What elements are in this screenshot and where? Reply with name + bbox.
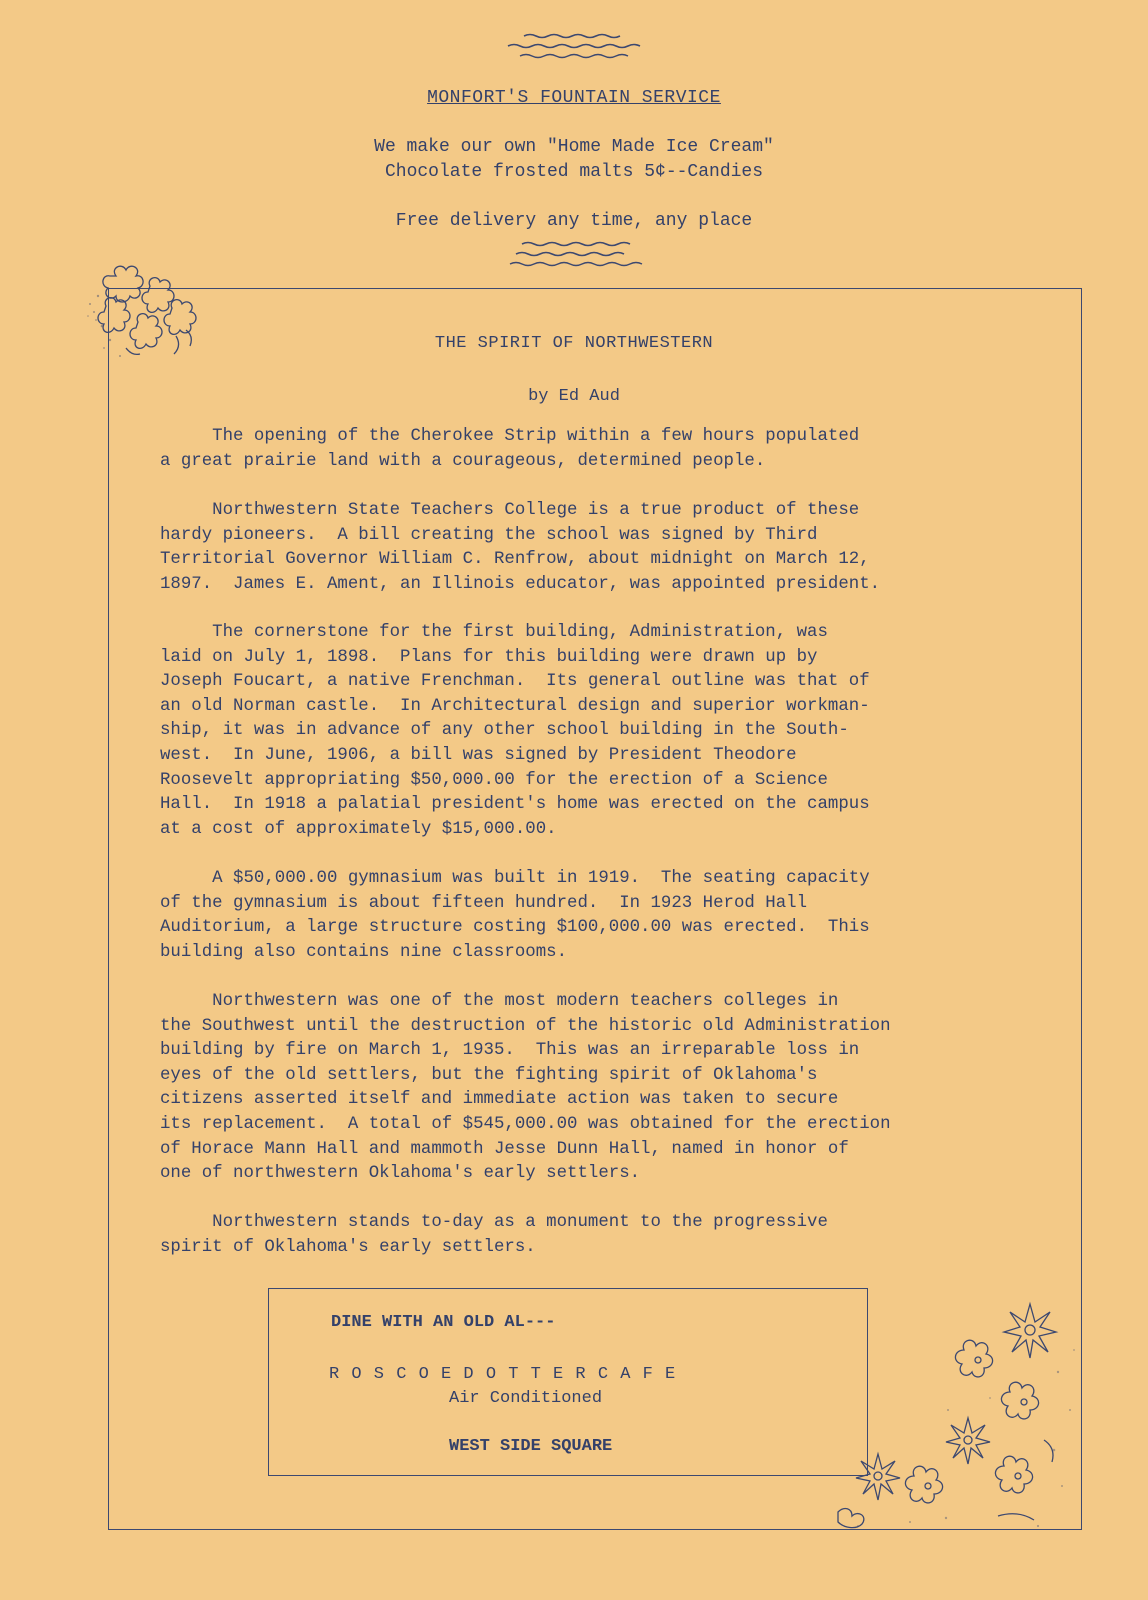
paragraph-line: of Horace Mann Hall and mammoth Jesse Dunn Hall, named in honor of [160,1139,849,1159]
cafe-ad-air-conditioned: Air Conditioned [449,1389,603,1408]
article-title: THE SPIRIT OF NORTHWESTERN [434,334,714,353]
flower-ornament-bottom-right [818,1290,1088,1545]
paragraph-line: The cornerstone for the first building, Administration, was [160,623,828,642]
paragraph-line: spirit of Oklahoma's early settlers. [160,1237,536,1257]
paragraph-line: hardy pioneers. A bill creating the school was signed by Third [160,525,818,545]
paragraph-line: west. In June, 1906, a bill was signed by President Theodore [160,745,797,765]
paragraph-line: The opening of the Cherokee Strip within a few hours populated [160,427,860,446]
ad-line-ice-cream: We make our own "Home Made Ice Cream" [374,137,774,157]
squiggle-ornament-top [0,32,1148,66]
paragraph-line: Northwestern stands to-day as a monument to the progressive [160,1213,828,1232]
paragraph-line: Hall. In 1918 a palatial president's home was erected on the campus [160,795,870,815]
paragraph-line: 1897. James E. Ament, an Illinois educator, was appointed president. [160,574,881,594]
paragraph-line: Northwestern was one of the most modern teachers colleges in [160,992,839,1011]
flower-ornament-top-left [76,256,216,371]
paragraph-line: building by fire on March 1, 1935. This was an irreparable loss in [160,1041,860,1061]
paragraph-line: A $50,000.00 gymnasium was built in 1919. The seating capacity [160,869,870,888]
ad-line-delivery: Free delivery any time, any place [395,211,753,231]
paragraph-line: a great prairie land with a courageous, determined people. [160,451,766,471]
paragraph-fire-rebuild [160,990,1040,1187]
paragraph-line: Roosevelt appropriating $50,000.00 for the erection of a Science [160,770,828,790]
paragraph-college-origin [160,499,1040,597]
paragraph-monument [160,1211,1040,1260]
ad-title: MONFORT'S FOUNTAIN SERVICE [427,88,721,108]
paragraph-cornerstone [160,621,1040,842]
cafe-ad-name: R O S C O E D O T T E R C A F E [329,1365,677,1384]
paragraph-line: eyes of the old settlers, but the fighting spirit of Oklahoma's [160,1065,818,1085]
paragraph-line: laid on July 1, 1898. Plans for this building were drawn up by [160,647,818,667]
paragraph-line: an old Norman castle. In Architectural design and superior workman- [160,696,870,716]
paragraph-line: ship, it was in advance of any other school building in the South- [160,721,849,741]
paragraph-line: the Southwest until the destruction of the historic old Administration [160,1016,891,1036]
paragraph-line: Northwestern State Teachers College is a true product of these [160,501,860,520]
paragraph-line: Auditorium, a large structure costing $100,000.00 was erected. This [160,918,870,938]
paragraph-line: building also contains nine classrooms. [160,942,568,962]
paragraph-gymnasium [160,867,1040,965]
article-byline: by Ed Aud [528,387,620,406]
paragraph-line: its replacement. A total of $545,000.00 was obtained for the erection [160,1114,891,1134]
paragraph-cherokee-strip [160,425,1040,474]
paragraph-line: Territorial Governor William C. Renfrow, about midnight on March 12, [160,550,870,570]
cafe-ad-tagline: DINE WITH AN OLD AL--- [331,1313,556,1332]
ad-line-malts: Chocolate frosted malts 5¢--Candies [384,162,764,182]
paragraph-line: Joseph Foucart, a native Frenchman. Its general outline was that of [160,672,870,692]
paragraph-line: citizens asserted itself and immediate action was taken to secure [160,1090,839,1110]
paragraph-line: of the gymnasium is about fifteen hundred. In 1923 Herod Hall [160,893,808,913]
paragraph-line: at a cost of approximately $15,000.00. [160,819,557,839]
paragraph-line: one of northwestern Oklahoma's early settlers. [160,1164,641,1184]
cafe-ad-box [268,1288,868,1476]
cafe-ad-location: WEST SIDE SQUARE [449,1437,613,1456]
